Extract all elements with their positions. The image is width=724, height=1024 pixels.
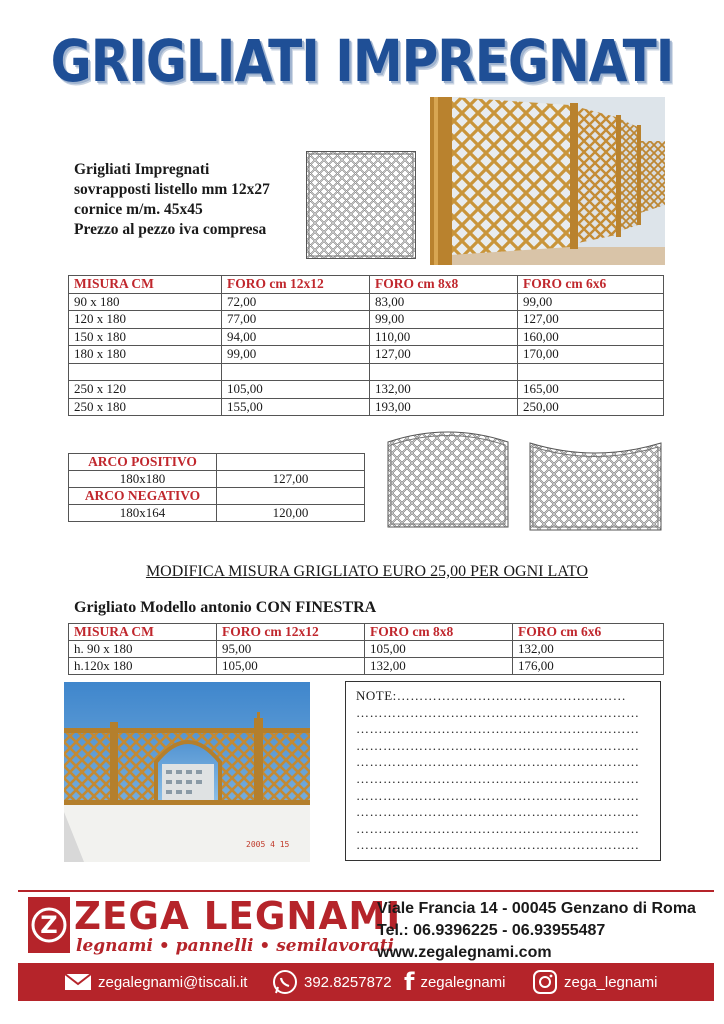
table-row — [69, 346, 664, 364]
table-cell: 193,00 — [370, 398, 518, 416]
table-cell: 155,00 — [222, 398, 370, 416]
photo-date-stamp: 2005 4 15 — [246, 840, 290, 849]
table-cell: 99,00 — [222, 346, 370, 364]
table-cell — [370, 363, 518, 381]
table-cell: 180 x 180 — [69, 346, 222, 364]
table-cell — [217, 488, 365, 505]
notes-line: ……………………………………………………… — [356, 837, 640, 853]
email-icon — [64, 973, 92, 991]
description-line: sovrapposti listello mm 12x27 — [74, 181, 270, 198]
table-row — [69, 381, 664, 399]
finestra-lattice-photo — [64, 682, 310, 862]
table-cell: 165,00 — [518, 381, 664, 399]
table-cell: 170,00 — [518, 346, 664, 364]
table-cell: h. 90 x 180 — [69, 641, 217, 658]
column-header: FORO cm 8x8 — [365, 624, 513, 641]
table-cell: 132,00 — [513, 641, 664, 658]
arco-negativo-label: ARCO NEGATIVO — [69, 488, 217, 505]
table-cell: 94,00 — [222, 328, 370, 346]
table-cell — [217, 454, 365, 471]
column-header: MISURA CM — [69, 276, 222, 294]
table-cell: 250 x 120 — [69, 381, 222, 399]
table-cell: 250 x 180 — [69, 398, 222, 416]
brand-tagline: legnami • pannelli • semilavorati — [76, 936, 395, 956]
table-cell: 150 x 180 — [69, 328, 222, 346]
email-text: zegalegnami@tiscali.it — [98, 973, 248, 991]
table-cell: 95,00 — [217, 641, 365, 658]
notes-line: ……………………………………………………… — [356, 737, 640, 753]
address-text: Viale Francia 14 - 00045 Genzano di Roma — [377, 900, 696, 917]
table-row — [69, 471, 365, 488]
table-cell: 105,00 — [217, 658, 365, 675]
table-cell: 127,00 — [518, 311, 664, 329]
notes-line: ……………………………………………………… — [356, 721, 640, 737]
column-header: FORO cm 12x12 — [217, 624, 365, 641]
table-cell: 160,00 — [518, 328, 664, 346]
column-header: FORO cm 6x6 — [513, 624, 664, 641]
table-cell: h.120x 180 — [69, 658, 217, 675]
table-header-row — [69, 276, 664, 294]
page-title: GRIGLIATI IMPREGNATI — [50, 28, 674, 95]
facebook-icon: f — [404, 968, 415, 996]
resize-surcharge-note: MODIFICA MISURA GRIGLIATO EURO 25,00 PER OGNI LATO — [145, 563, 589, 580]
arco-positivo-label: ARCO POSITIVO — [69, 454, 217, 471]
column-header: MISURA CM — [69, 624, 217, 641]
table-cell: 77,00 — [222, 311, 370, 329]
notes-line: ……………………………………………………… — [356, 754, 640, 770]
column-header: FORO cm 8x8 — [370, 276, 518, 294]
notes-line: NOTE:…………………………………………… — [356, 688, 627, 703]
price-table — [68, 275, 664, 416]
website-link[interactable]: www.zegalegnami.com — [377, 944, 552, 961]
footer-divider — [18, 890, 714, 892]
telephone-text: Tel.: 06.9396225 - 06.93955487 — [377, 922, 606, 939]
table-cell: 99,00 — [370, 311, 518, 329]
instagram-text: zega_legnami — [564, 973, 658, 991]
instagram-contact[interactable] — [532, 963, 657, 1001]
notes-line: ……………………………………………………… — [356, 704, 640, 720]
table-cell: 120,00 — [217, 505, 365, 522]
finestra-price-table — [68, 623, 664, 675]
table-cell: 120 x 180 — [69, 311, 222, 329]
whatsapp-icon — [272, 969, 298, 995]
brand-logo-icon — [28, 897, 70, 953]
table-cell — [222, 363, 370, 381]
table-cell: 83,00 — [370, 293, 518, 311]
product-description — [74, 160, 304, 240]
logo-letter: Z — [40, 911, 58, 939]
brand-name: ZEGA LEGNAMI — [74, 894, 402, 938]
instagram-icon — [532, 969, 558, 995]
table-cell: 127,00 — [217, 471, 365, 488]
contact-block — [377, 898, 696, 964]
table-row — [69, 505, 365, 522]
table-cell: 250,00 — [518, 398, 664, 416]
notes-line: ……………………………………………………… — [356, 770, 640, 786]
table-header-row — [69, 624, 664, 641]
notes-line: ……………………………………………………… — [356, 787, 640, 803]
social-bar — [18, 963, 714, 1001]
table-row — [69, 641, 664, 658]
facebook-text: zegalegnami — [420, 973, 506, 991]
notes-line: ……………………………………………………… — [356, 804, 640, 820]
table-cell: 110,00 — [370, 328, 518, 346]
whatsapp-contact[interactable] — [272, 963, 392, 1001]
table-cell: 132,00 — [370, 381, 518, 399]
table-cell: 176,00 — [513, 658, 664, 675]
email-contact[interactable] — [64, 963, 247, 1001]
table-cell — [518, 363, 664, 381]
table-cell: 72,00 — [222, 293, 370, 311]
phone-text: 392.8257872 — [304, 973, 392, 991]
terrace-lattice-photo — [430, 97, 665, 265]
table-cell: 105,00 — [222, 381, 370, 399]
column-header: FORO cm 6x6 — [518, 276, 664, 294]
table-cell: 180x180 — [69, 471, 217, 488]
square-lattice-image — [306, 151, 416, 259]
table-cell: 132,00 — [365, 658, 513, 675]
facebook-contact[interactable] — [404, 963, 506, 1001]
table-row — [69, 658, 664, 675]
table-row — [69, 293, 664, 311]
arco-negativo-lattice-image — [529, 439, 662, 531]
notes-line: ……………………………………………………… — [356, 820, 640, 836]
notes-label: NOTE: — [356, 688, 397, 703]
table-cell: 99,00 — [518, 293, 664, 311]
table-row — [69, 311, 664, 329]
table-row — [69, 488, 365, 505]
arco-price-table — [68, 453, 365, 522]
column-header: FORO cm 12x12 — [222, 276, 370, 294]
arco-positivo-lattice-image — [387, 428, 509, 528]
table-row — [69, 328, 664, 346]
table-cell: 90 x 180 — [69, 293, 222, 311]
finestra-section-title: Grigliato Modello antonio CON FINESTRA — [74, 599, 377, 616]
description-line: cornice m/m. 45x45 — [74, 201, 203, 218]
table-row-empty — [69, 363, 664, 381]
table-cell — [69, 363, 222, 381]
table-cell: 105,00 — [365, 641, 513, 658]
table-row — [69, 454, 365, 471]
table-row — [69, 398, 664, 416]
notes-box — [345, 681, 661, 861]
table-cell: 180x164 — [69, 505, 217, 522]
description-line: Prezzo al pezzo iva compresa — [74, 221, 267, 238]
description-line: Grigliati Impregnati — [74, 161, 210, 178]
table-cell: 127,00 — [370, 346, 518, 364]
